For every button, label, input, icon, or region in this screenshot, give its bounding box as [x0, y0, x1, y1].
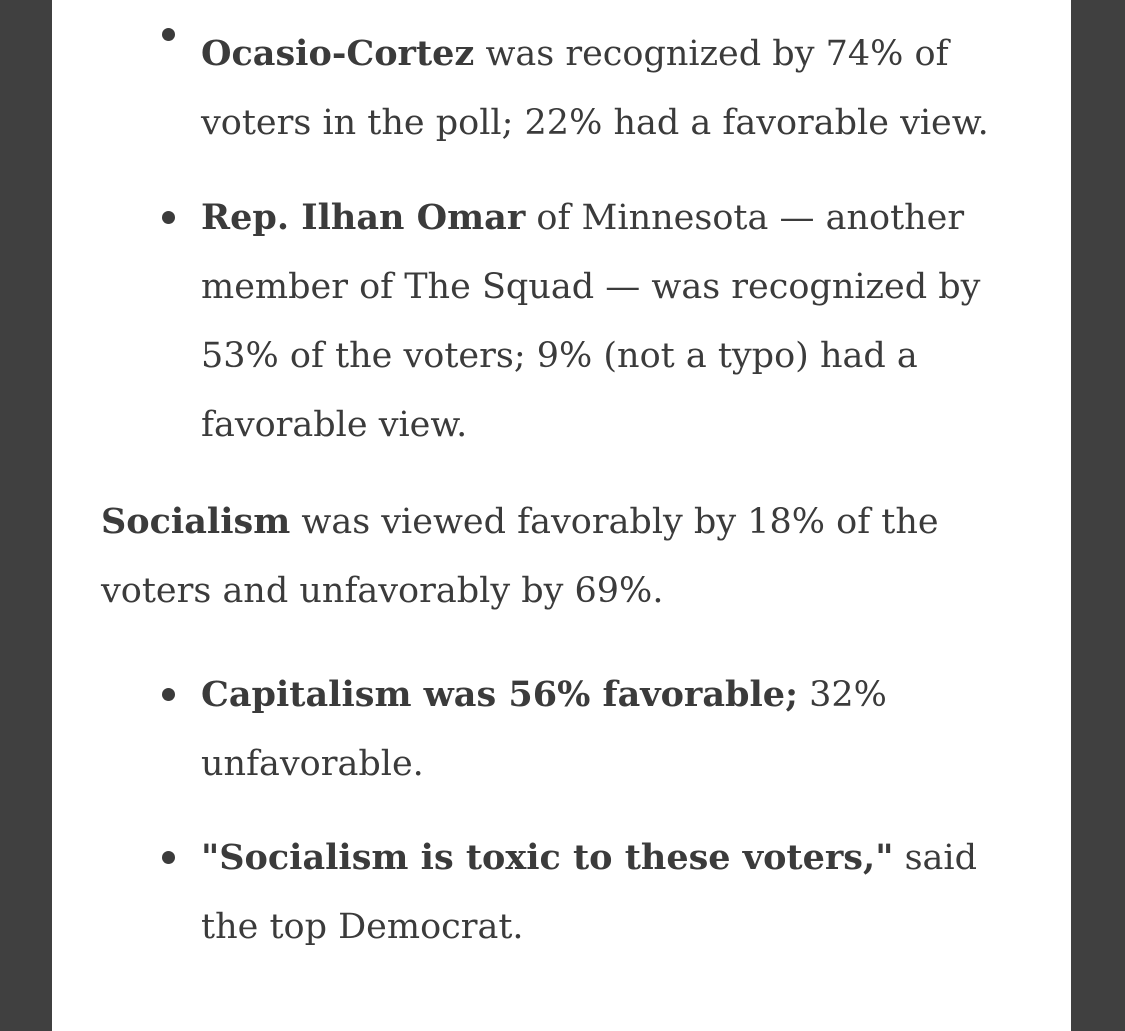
list-item-ilhan-omar [101, 183, 1031, 460]
article-page [52, 0, 1071, 1031]
list-item-ocasio-cortez [101, 0, 1031, 158]
bold-lead: Socialism [101, 501, 291, 542]
article-body [101, 0, 1031, 962]
bold-lead: Rep. Ilhan Omar [201, 197, 526, 238]
item-text: said the top Democrat. [201, 838, 977, 947]
bullet-icon [161, 183, 176, 252]
bullet-list-candidates [101, 0, 1031, 460]
paragraph-text: was viewed favorably by 18% of the voters and unfavorably by 69%. [101, 502, 939, 611]
bold-lead: Ocasio-Cortez [201, 33, 475, 74]
bullet-icon [161, 823, 176, 892]
paragraph-socialism [101, 487, 1031, 626]
item-text: was recognized by 74% of voters in the poll; 22% had a favorable view. [201, 34, 989, 143]
item-text: of Minnesota — another member of The Squad — was recognized by 53% of the voters; 9% (not a typo) had a favorable view. [201, 198, 981, 445]
item-text: 32% unfavorable. [201, 675, 887, 784]
bold-lead: Capitalism was 56% favorable; [201, 674, 798, 715]
bullet-icon [161, 660, 176, 729]
bold-lead: "Socialism is toxic to these voters," [201, 837, 894, 878]
bullet-list-capitalism [101, 660, 1031, 962]
bullet-icon [161, 0, 176, 69]
list-item-capitalism [101, 660, 1031, 799]
list-item-quote [101, 823, 1031, 962]
